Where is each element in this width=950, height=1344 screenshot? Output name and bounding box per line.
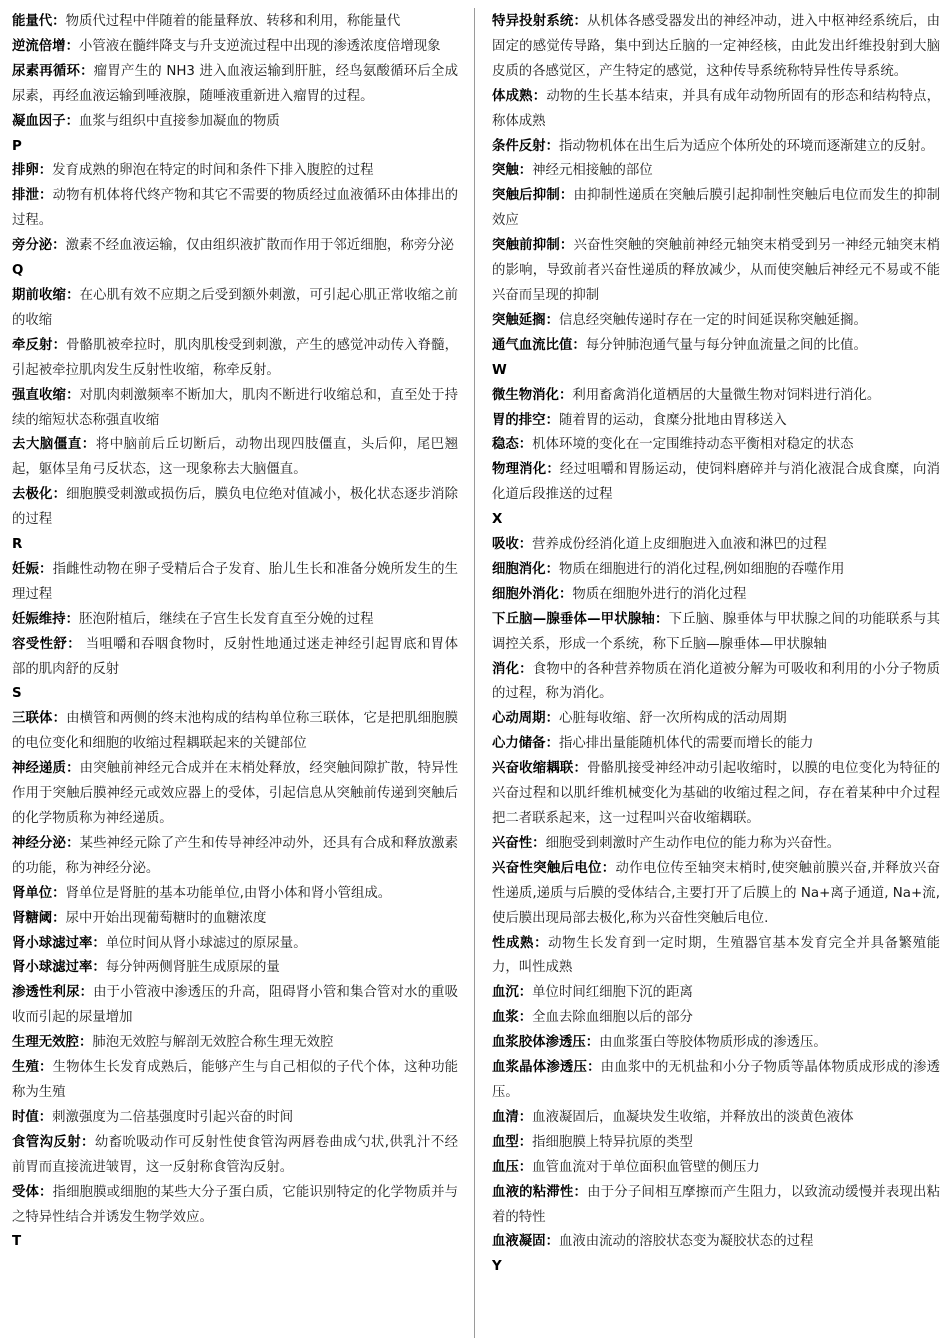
glossary-entry — [492, 234, 940, 309]
glossary-entry — [12, 384, 458, 434]
glossary-definition: 当咀嚼和吞咽食物时，反射性地通过迷走神经引起胃底和胃体部的肌肉舒的反射 — [12, 636, 458, 677]
glossary-entry — [492, 384, 940, 409]
glossary-definition: 瘤胃产生的 NH3 进入血液运输到肝脏，经鸟氨酸循环后全成尿素，再经血液运输到唾液腺，随唾液重新进入瘤胃的过程。 — [12, 63, 458, 104]
term-separator: ： — [79, 985, 94, 1001]
glossary-term: 体成熟 — [492, 88, 533, 104]
term-separator: ： — [52, 14, 66, 29]
term-separator: ： — [573, 761, 588, 777]
glossary-entry — [492, 10, 940, 85]
section-letter: P — [12, 138, 22, 154]
term-separator: ： — [518, 1010, 533, 1026]
glossary-term: 排卵 — [12, 163, 39, 179]
glossary-term: 去大脑僵直 — [12, 437, 82, 453]
term-separator: ： — [78, 1035, 93, 1051]
term-separator: ： — [66, 835, 80, 851]
term-separator: ： — [546, 462, 560, 478]
glossary-definition: 指动物机体在出生后为适应个体所处的环境而逐渐建立的反射。 — [558, 138, 934, 154]
glossary-term: 稳态 — [492, 437, 519, 453]
glossary-entry — [492, 135, 940, 160]
glossary-definition: 动物生长发育到一定时期，生殖器官基本发育完全并具备繁殖能力，叫性成熟 — [492, 935, 941, 976]
glossary-term: 血浆 — [492, 1010, 519, 1026]
glossary-entry — [12, 707, 458, 757]
glossary-term: 消化 — [492, 661, 520, 677]
glossary-definition: 单位时间红细胞下沉的距离 — [532, 985, 693, 1001]
term-separator: ： — [39, 188, 53, 204]
term-separator: ： — [39, 561, 53, 577]
glossary-definition: 对肌肉刺激频率不断加大，肌肉不断进行收缩总和，直至处于持续的缩短状态称强直收缩 — [12, 387, 459, 428]
term-separator: ： — [654, 611, 669, 627]
glossary-term: 容受性舒 — [12, 636, 68, 652]
glossary-term: 性成熟 — [492, 935, 535, 951]
glossary-entry — [12, 981, 458, 1031]
term-separator: ： — [545, 412, 559, 428]
glossary-definition: 由突触前神经元合成并在末梢处释放，经突触间隙扩散，特异性作用于突触后膜神经元或效应器上的受体，引起信息从突触前传递到突触后的化学物质称为神经递质。 — [12, 761, 459, 826]
glossary-definition: 指细胞膜或细胞的某些大分子蛋白质，它能识别特定的化学物质并与之特异性结合并诱发生物学效应。 — [12, 1184, 459, 1225]
term-separator: ： — [81, 1134, 95, 1150]
term-separator: ： — [81, 437, 96, 453]
glossary-entry — [12, 234, 458, 259]
glossary-entry — [12, 832, 458, 882]
glossary-term: 突触后抑制 — [492, 188, 560, 204]
glossary-definition: 指细胞膜上特异抗原的类型 — [532, 1134, 693, 1150]
column-divider — [474, 8, 475, 1338]
right-column — [492, 10, 940, 1280]
glossary-term: 逆流倍增 — [12, 38, 66, 54]
glossary-term: 尿素再循环 — [12, 63, 81, 79]
term-separator: ： — [52, 238, 66, 254]
glossary-entry — [12, 1131, 458, 1181]
term-separator: ： — [534, 935, 549, 951]
term-separator: ： — [518, 985, 533, 1001]
glossary-term: 微生物消化 — [492, 387, 559, 403]
glossary-term: 妊娠 — [12, 561, 40, 577]
glossary-entry — [12, 433, 458, 483]
glossary-term: 时值 — [12, 1109, 39, 1125]
term-separator: ： — [38, 1109, 53, 1125]
glossary-definition: 指雌性动物在卵子受精后合子发育、胎儿生长和准备分娩所发生的生理过程 — [12, 561, 459, 602]
glossary-definition: 幼畜吮吸动作可反射性使食管沟两唇卷曲成勺状,供乳汁不经前胃而直接流进皱胃，这一反射称食管沟反射。 — [12, 1134, 459, 1175]
glossary-definition: 从机体各感受器发出的神经冲动，进入中枢神经系统后，由固定的感觉传导路，集中到达丘脑的一定神经核，由此发出纤维投射到大脑皮质的各感觉区，产生特定的感觉，这种传导系统称特异性传导系统。 — [492, 14, 941, 79]
glossary-definition: 某些神经元除了产生和传导神经冲动外，还具有合成和释放激素的功能，称为神经分泌。 — [12, 835, 459, 876]
glossary-entry — [12, 10, 458, 35]
glossary-entry — [492, 1031, 940, 1056]
glossary-term: 血浆胶体渗透压 — [492, 1035, 586, 1051]
term-separator: ： — [572, 337, 586, 353]
glossary-definition: 在心肌有效不应期之后受到额外刺激，可引起心肌正常收缩之前的收缩 — [12, 287, 459, 328]
glossary-definition: 细胞膜受刺激或损伤后，膜负电位绝对值减小，极化状态逐步消除的过程 — [12, 487, 459, 528]
term-separator: ： — [545, 736, 559, 752]
glossary-definition: 食物中的各种营养物质在消化道被分解为可吸收和利用的小分子物质的过程，称为消化。 — [492, 661, 941, 702]
term-separator: ： — [518, 163, 533, 179]
glossary-entry — [492, 458, 940, 508]
glossary-definition: 下丘脑、腺垂体与甲状腺之间的功能联系与其调控关系，形成一个系统，称下丘脑—腺垂体—甲状腺轴 — [492, 611, 941, 652]
section-letter: X — [492, 512, 503, 528]
glossary-entry — [492, 583, 940, 608]
term-separator: ： — [92, 935, 106, 951]
glossary-entry — [12, 1031, 458, 1056]
glossary-definition: 物质在细胞外进行的消化过程 — [572, 586, 747, 602]
glossary-term: 通气血流比值 — [492, 337, 573, 353]
term-separator: ： — [519, 661, 533, 677]
glossary-entry — [492, 757, 940, 832]
glossary-entry — [492, 981, 940, 1006]
glossary-term: 牵反射 — [12, 337, 53, 353]
glossary-definition: 利用畜禽消化道栖居的大量微生物对饲料进行消化。 — [572, 387, 881, 403]
glossary-definition: 兴奋性突触的突触前神经元轴突末梢受到另一神经元轴突末梢的影响，导致前者兴奋性递质的释放减少，从而使突触后神经元不易或不能兴奋而呈现的抑制 — [492, 238, 941, 303]
glossary-entry — [12, 334, 458, 384]
glossary-entry — [12, 608, 458, 633]
term-separator: ： — [545, 561, 559, 577]
glossary-definition: 每分钟肺泡通气量与每分钟血流量之间的比值。 — [585, 337, 867, 353]
glossary-entry — [12, 110, 458, 135]
term-separator: ： — [545, 138, 559, 154]
glossary-term: 能量代 — [12, 14, 53, 29]
glossary-definition: 指心排出量能随机体代的需要而增长的能力 — [558, 736, 814, 752]
glossary-definition: 由横管和两侧的终末池构成的结构单位称三联体，它是把肌细胞膜的电位变化和细胞的收缩过程耦联起来的关键部位 — [12, 711, 459, 752]
glossary-definition: 刺激强度为二倍基强度时引起兴奋的时间 — [52, 1109, 294, 1125]
glossary-entry — [12, 483, 458, 533]
glossary-entry — [12, 1181, 458, 1231]
glossary-entry — [492, 334, 940, 359]
glossary-term: 血型 — [492, 1134, 519, 1150]
glossary-term: 肾小球滤过率 — [12, 935, 93, 951]
glossary-term: 肾单位 — [12, 885, 53, 901]
term-separator: ： — [573, 1184, 588, 1200]
section-letter: W — [492, 362, 507, 378]
glossary-term: 血压 — [492, 1159, 519, 1175]
term-separator: ： — [39, 1060, 53, 1076]
term-separator: ： — [518, 437, 533, 453]
glossary-entry — [12, 60, 458, 110]
term-separator: ： — [518, 1109, 533, 1125]
glossary-term: 食管沟反射 — [12, 1134, 82, 1150]
glossary-term: 血清 — [492, 1109, 519, 1125]
glossary-entry — [492, 1106, 940, 1131]
glossary-term: 心力储备 — [492, 736, 546, 752]
glossary-definition: 经过咀嚼和胃肠运动，使饲料磨碎并与消化液混合成食糜，向消化道后段推送的过程 — [492, 462, 941, 503]
term-separator: ： — [80, 63, 94, 79]
glossary-definition: 激素不经血液运输，仅由组织液扩散而作用于邻近细胞，称旁分泌 — [65, 238, 454, 254]
term-separator: ： — [573, 14, 588, 29]
term-separator: ： — [52, 337, 67, 353]
section-letter: Y — [492, 1259, 502, 1275]
term-separator: ： — [52, 885, 66, 901]
glossary-definition: 血浆与组织中直接参加凝血的物质 — [78, 113, 280, 129]
glossary-term: 心动周期 — [492, 711, 546, 727]
glossary-term: 肾糖阈 — [12, 910, 53, 926]
glossary-term: 生理无效腔 — [12, 1035, 79, 1051]
term-separator: ： — [65, 611, 79, 627]
glossary-definition: 尿中开始出现葡萄糖时的血糖浓度 — [65, 910, 267, 926]
glossary-definition: 由血浆中的无机盐和小分子物质等晶体物质成形成的渗透压。 — [492, 1060, 941, 1100]
glossary-term: 血沉 — [492, 985, 519, 1001]
glossary-entry — [492, 658, 940, 708]
glossary-entry — [12, 35, 458, 60]
glossary-definition: 机体环境的变化在一定围维持动态平衡相对稳定的状态 — [532, 437, 854, 453]
glossary-entry — [492, 184, 940, 234]
glossary-definition: 每分钟两侧肾脏生成原尿的量 — [105, 960, 280, 976]
term-separator: ： — [559, 238, 574, 254]
term-separator: ： — [585, 1035, 600, 1051]
section-letter: R — [12, 537, 23, 553]
glossary-definition: 胚泡附植后，继续在子宫生长发育直至分娩的过程 — [78, 611, 374, 627]
glossary-entry — [492, 409, 940, 434]
glossary-entry — [12, 558, 458, 608]
glossary-definition: 由于分子间相互摩擦而产生阻力，以致流动缓慢并表现出粘着的特性 — [492, 1184, 941, 1225]
glossary-term: 旁分泌 — [12, 238, 53, 254]
glossary-entry — [492, 1131, 940, 1156]
glossary-definition: 血管血流对于单位面积血管壁的侧压力 — [532, 1159, 760, 1175]
term-separator: ： — [67, 636, 82, 652]
term-separator: ： — [559, 188, 574, 204]
glossary-entry — [492, 707, 940, 732]
glossary-definition: 物质代过程中伴随着的能量释放、转移和利用，称能量代 — [65, 14, 401, 29]
term-separator: ： — [532, 88, 547, 104]
glossary-definition: 随着胃的运动，食糜分批地由胃移送入 — [558, 412, 787, 428]
glossary-definition: 发育成熟的卵泡在特定的时间和条件下排入腹腔的过程 — [52, 163, 374, 179]
glossary-term: 细胞外消化 — [492, 586, 559, 602]
term-separator: ： — [518, 1159, 533, 1175]
glossary-term: 血液的粘滞性 — [492, 1184, 574, 1200]
glossary-definition: 血液由流动的溶胶状态变为凝胶状态的过程 — [558, 1234, 814, 1250]
glossary-entry — [492, 732, 940, 757]
term-separator: ： — [52, 711, 67, 727]
glossary-term: 细胞消化 — [492, 561, 546, 577]
glossary-term: 突触延搁 — [492, 312, 546, 328]
glossary-term: 神经递质 — [12, 761, 67, 777]
glossary-term: 受体 — [12, 1184, 40, 1200]
glossary-entry — [492, 608, 940, 658]
glossary-entry — [12, 757, 458, 832]
glossary-term: 生殖 — [12, 1060, 40, 1076]
glossary-term: 下丘脑—腺垂体—甲状腺轴 — [492, 611, 655, 627]
term-separator: ： — [66, 287, 80, 303]
glossary-definition: 由抑制性递质在突触后膜引起抑制性突触后电位而发生的抑制效应 — [492, 188, 941, 229]
glossary-term: 兴奋收缩耦联 — [492, 761, 574, 777]
glossary-entry — [12, 956, 458, 981]
glossary-entry — [492, 1056, 940, 1106]
glossary-entry — [12, 184, 458, 234]
glossary-entry — [492, 558, 940, 583]
term-separator: ： — [518, 537, 533, 553]
glossary-definition: 信息经突触传递时存在一定的时间延误称突触延搁。 — [558, 312, 867, 328]
glossary-term: 兴奋性 — [492, 835, 533, 851]
glossary-entry — [12, 284, 458, 334]
glossary-definition: 心脏每收缩、舒一次所构成的活动周期 — [558, 711, 787, 727]
glossary-definition: 血液凝固后，血凝块发生收缩，并释放出的淡黄色液体 — [532, 1109, 854, 1125]
glossary-term: 神经分泌 — [12, 835, 67, 851]
glossary-definition: 动作电位传至轴突末梢时,使突触前膜兴奋,并释放兴奋性递质,递质与后膜的受体结合,主要打开了后膜上的 Na+离子通道, Na+流,使后膜出现局部去极化,称为兴奋性突触后电位. — [492, 860, 941, 926]
glossary-entry — [492, 1156, 940, 1181]
term-separator: ： — [558, 387, 573, 403]
glossary-definition: 肾单位是肾脏的基本功能单位,由肾小体和肾小管组成。 — [65, 885, 392, 901]
glossary-term: 排泄 — [12, 188, 40, 204]
glossary-definition: 由于小管液中渗透压的升高，阻碍肾小管和集合管对水的重吸收而引起的尿量增加 — [12, 985, 459, 1026]
term-separator: ： — [66, 387, 80, 403]
glossary-entry — [492, 857, 940, 932]
glossary-term: 兴奋性突触后电位 — [492, 860, 602, 876]
term-separator: ： — [52, 910, 66, 926]
left-column — [12, 10, 458, 1255]
glossary-entry — [492, 85, 940, 135]
glossary-entry — [12, 907, 458, 932]
term-separator: ： — [545, 711, 559, 727]
term-separator: ： — [545, 1234, 559, 1250]
term-separator: ： — [518, 1134, 533, 1150]
glossary-entry — [12, 633, 458, 683]
glossary-term: 特异投射系统 — [492, 14, 574, 29]
glossary-term: 强直收缩 — [12, 387, 67, 403]
term-separator: ： — [38, 163, 53, 179]
term-separator: ： — [39, 1184, 53, 1200]
glossary-entry — [492, 1181, 940, 1231]
term-separator: ： — [601, 860, 616, 876]
glossary-entry — [492, 1006, 940, 1031]
glossary-term: 胃的排空 — [492, 412, 546, 428]
glossary-definition: 小管液在髓绊降支与升支逆流过程中出现的渗透浓度倍增现象 — [78, 38, 441, 54]
glossary-entry — [492, 533, 940, 558]
glossary-term: 期前收缩 — [12, 287, 67, 303]
term-separator: ： — [532, 835, 546, 851]
glossary-entry — [492, 1230, 940, 1255]
glossary-entry — [492, 932, 940, 982]
section-letter: Q — [12, 263, 24, 279]
glossary-definition: 营养成份经消化道上皮细胞进入血液和淋巴的过程 — [532, 537, 827, 553]
glossary-entry — [12, 932, 458, 957]
glossary-term: 血浆晶体渗透压 — [492, 1060, 588, 1076]
glossary-definition: 骨骼肌被牵拉时，肌肉肌梭受到刺激，产生的感觉冲动传入脊髓，引起被牵拉肌肉发生反射性收缩，称牵反射。 — [12, 337, 459, 378]
glossary-definition: 由血浆蛋白等胶体物质形成的渗透压。 — [599, 1035, 827, 1051]
glossary-definition: 生物体生长发育成熟后，能够产生与自己相似的子代个体，这种功能称为生殖 — [12, 1060, 459, 1100]
term-separator: ： — [52, 487, 67, 503]
glossary-definition: 动物有机体将代终产物和其它不需要的物质经过血液循环由体排出的过程。 — [12, 188, 459, 229]
section-letter: S — [12, 686, 22, 702]
glossary-entry — [492, 309, 940, 334]
glossary-entry — [492, 832, 940, 857]
glossary-definition: 动物的生长基本结束，并具有成年动物所固有的形态和结构特点，称体成熟 — [492, 88, 941, 129]
glossary-entry — [492, 433, 940, 458]
glossary-term: 条件反射 — [492, 138, 546, 154]
glossary-definition: 物质在细胞进行的消化过程,例如细胞的吞噬作用 — [558, 561, 845, 577]
glossary-term: 突触 — [492, 163, 519, 179]
term-separator: ： — [65, 38, 79, 54]
glossary-term: 突触前抑制 — [492, 238, 560, 254]
glossary-entry — [12, 159, 458, 184]
term-separator: ： — [558, 586, 573, 602]
glossary-definition: 骨骼肌接受神经冲动引起收缩时，以膜的电位变化为特征的兴奋过程和以肌纤维机械变化为基础的收缩过程之间，存在着某种中介过程把二者联系起来，这一过程叫兴奋收缩耦联。 — [492, 761, 941, 826]
glossary-definition: 肺泡无效腔与解剖无效腔合称生理无效腔 — [92, 1035, 334, 1051]
glossary-definition: 将中脑前后丘切断后，动物出现四肢僵直，头后仰，尾巴翘起，躯体呈角弓反状态，这一现象称去大脑僵直。 — [12, 437, 459, 478]
glossary-definition: 全血去除血细胞以后的部分 — [532, 1010, 693, 1026]
glossary-term: 三联体 — [12, 711, 53, 727]
glossary-term: 妊娠维持 — [12, 611, 66, 627]
term-separator: ： — [92, 960, 106, 976]
glossary-entry — [12, 882, 458, 907]
glossary-definition: 细胞受到刺激时产生动作电位的能力称为兴奋性。 — [545, 835, 841, 851]
term-separator: ： — [545, 312, 559, 328]
glossary-definition: 单位时间从肾小球滤过的原尿量。 — [105, 935, 307, 951]
section-letter: T — [12, 1234, 22, 1250]
term-separator: ： — [587, 1060, 601, 1076]
glossary-entry — [12, 1056, 458, 1106]
glossary-term: 物理消化 — [492, 462, 547, 478]
term-separator: ： — [65, 113, 79, 129]
glossary-term: 血液凝固 — [492, 1234, 546, 1250]
term-separator: ： — [66, 761, 80, 777]
glossary-term: 凝血因子 — [12, 113, 66, 129]
glossary-entry — [12, 1106, 458, 1131]
glossary-term: 吸收 — [492, 537, 519, 553]
glossary-definition: 神经元相接触的部位 — [532, 163, 653, 179]
glossary-term: 渗透性利尿 — [12, 985, 80, 1001]
glossary-entry — [492, 159, 940, 184]
glossary-term: 去极化 — [12, 487, 53, 503]
glossary-term: 肾小球滤过率 — [12, 960, 93, 976]
